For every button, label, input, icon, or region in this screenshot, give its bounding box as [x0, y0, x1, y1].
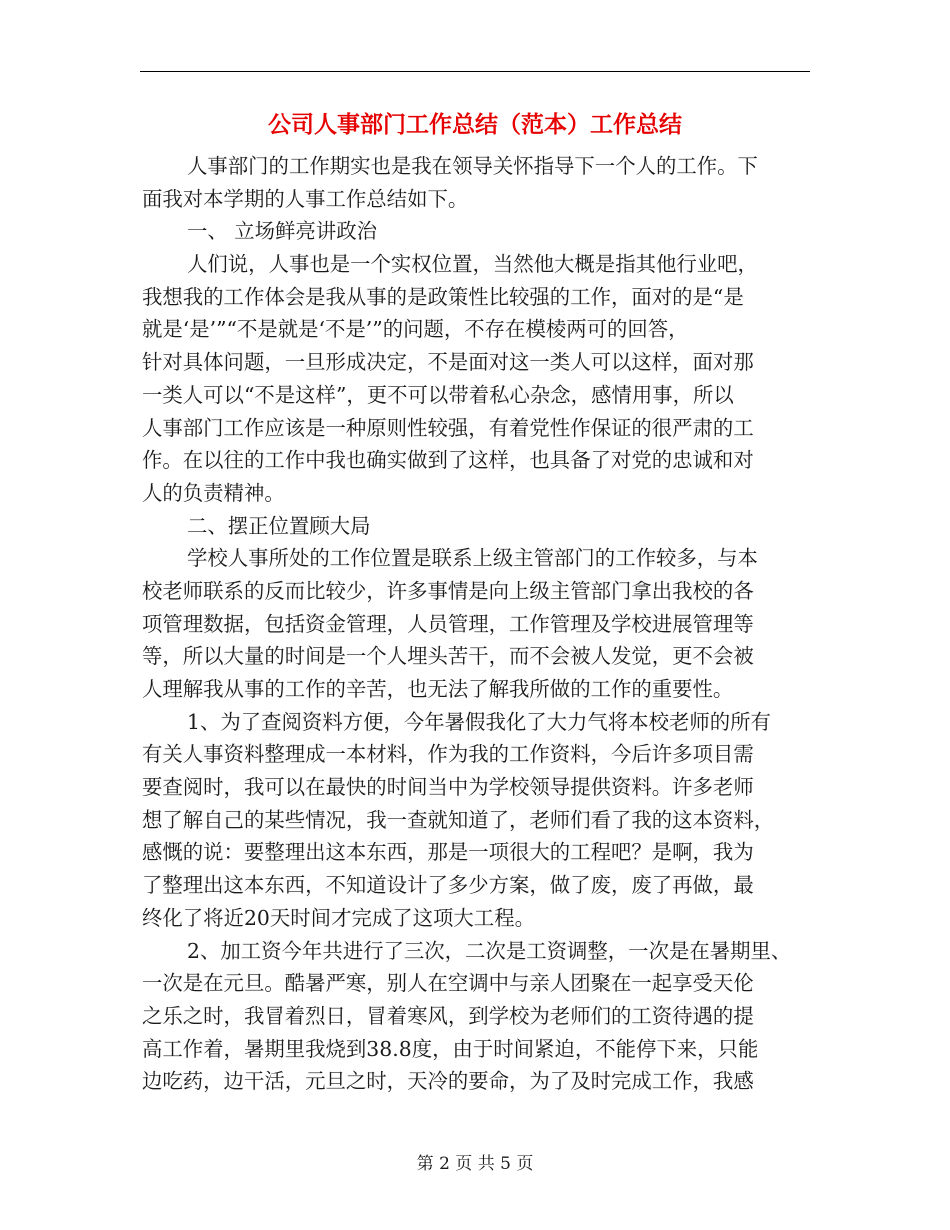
- body-text-line: 一、 立场鲜亮讲政治: [187, 219, 377, 244]
- body-text-line: 了整理出这本东西，不知道设计了多少方案，做了废，废了再做，最: [142, 873, 754, 898]
- body-text-line: 我想我的工作体会是我从事的是政策性比较强的工作，面对的是“是: [142, 284, 744, 309]
- document-body: [142, 150, 810, 1098]
- body-text-line: 人事部门工作应该是一种原则性较强，有着党性作保证的很严肃的工: [142, 415, 754, 440]
- body-text-line: 一类人可以“不是这样”，更不可以带着私心杂念，感情用事，所以: [142, 382, 734, 407]
- body-text-line: 感慨的说：要整理出这本东西，那是一项很大的工程吧？是啊，我为: [142, 840, 754, 865]
- body-text-line: 想了解自己的某些情况，我一查就知道了，老师们看了我的这本资料，: [142, 807, 775, 832]
- body-text-line: 之乐之时，我冒着烈日，冒着寒风，到学校为老师们的工资待遇的提: [142, 1003, 754, 1028]
- body-text-line: 二、摆正位置顾大局: [187, 513, 371, 538]
- body-text-line: 有关人事资料整理成一本材料，作为我的工作资料，今后许多项目需: [142, 742, 754, 767]
- body-text-line: 人理解我从事的工作的辛苦，也无法了解我所做的工作的重要性。: [142, 677, 734, 701]
- body-text-line: 学校人事所处的工作位置是联系上级主管部门的工作较多，与本: [187, 546, 758, 571]
- page-number-footer: 第 2 页 共 5 页: [416, 1154, 534, 1174]
- body-text-line: 终化了将近20天时间才完成了这项大工程。: [142, 905, 535, 930]
- body-text-line: 等，所以大量的时间是一个人埋头苦干，而不会被人发觉，更不会被: [142, 644, 754, 669]
- body-text-line: 一次是在元旦。酷暑严寒，别人在空调中与亲人团聚在一起享受天伦: [142, 971, 754, 996]
- body-text-line: 1、为了查阅资料方便，今年暑假我化了大力气将本校老师的所有: [187, 709, 771, 734]
- body-text-line: 人的负责精神。: [142, 480, 285, 505]
- document-title: 公司人事部门工作总结（范本）工作总结: [268, 111, 682, 138]
- body-text-line: 高工作着，暑期里我烧到38.8度，由于时间紧迫，不能停下来，只能: [142, 1036, 759, 1061]
- body-text-line: 作。在以往的工作中我也确实做到了这样，也具备了对党的忠诚和对: [142, 448, 754, 473]
- body-text-line: 人们说，人事也是一个实权位置，当然他大概是指其他行业吧，: [187, 252, 758, 277]
- body-text-line: 要查阅时，我可以在最快的时间当中为学校领导提供资料。许多老师: [142, 775, 754, 800]
- body-text-line: 2、加工资今年共进行了三次，二次是工资调整，一次是在暑期里、: [187, 938, 792, 963]
- body-text-line: 面我对本学期的人事工作总结如下。: [142, 186, 469, 211]
- header-rule: [140, 71, 810, 72]
- body-text-line: 就是‘是’”“不是就是‘不是’”的问题，不存在模棱两可的回答，: [142, 317, 689, 342]
- body-text-line: 人事部门的工作期实也是我在领导关怀指导下一个人的工作。下: [187, 154, 758, 178]
- body-text-line: 针对具体问题，一旦形成决定，不是面对这一类人可以这样，面对那: [142, 350, 754, 375]
- body-text-line: 边吃药，边干活，元旦之时，天冷的要命，为了及时完成工作，我感: [142, 1069, 754, 1094]
- body-text-line: 校老师联系的反而比较少，许多事情是向上级主管部门拿出我校的各: [142, 578, 754, 603]
- body-text-line: 项管理数据，包括资金管理，人员管理，工作管理及学校进展管理等: [142, 611, 754, 636]
